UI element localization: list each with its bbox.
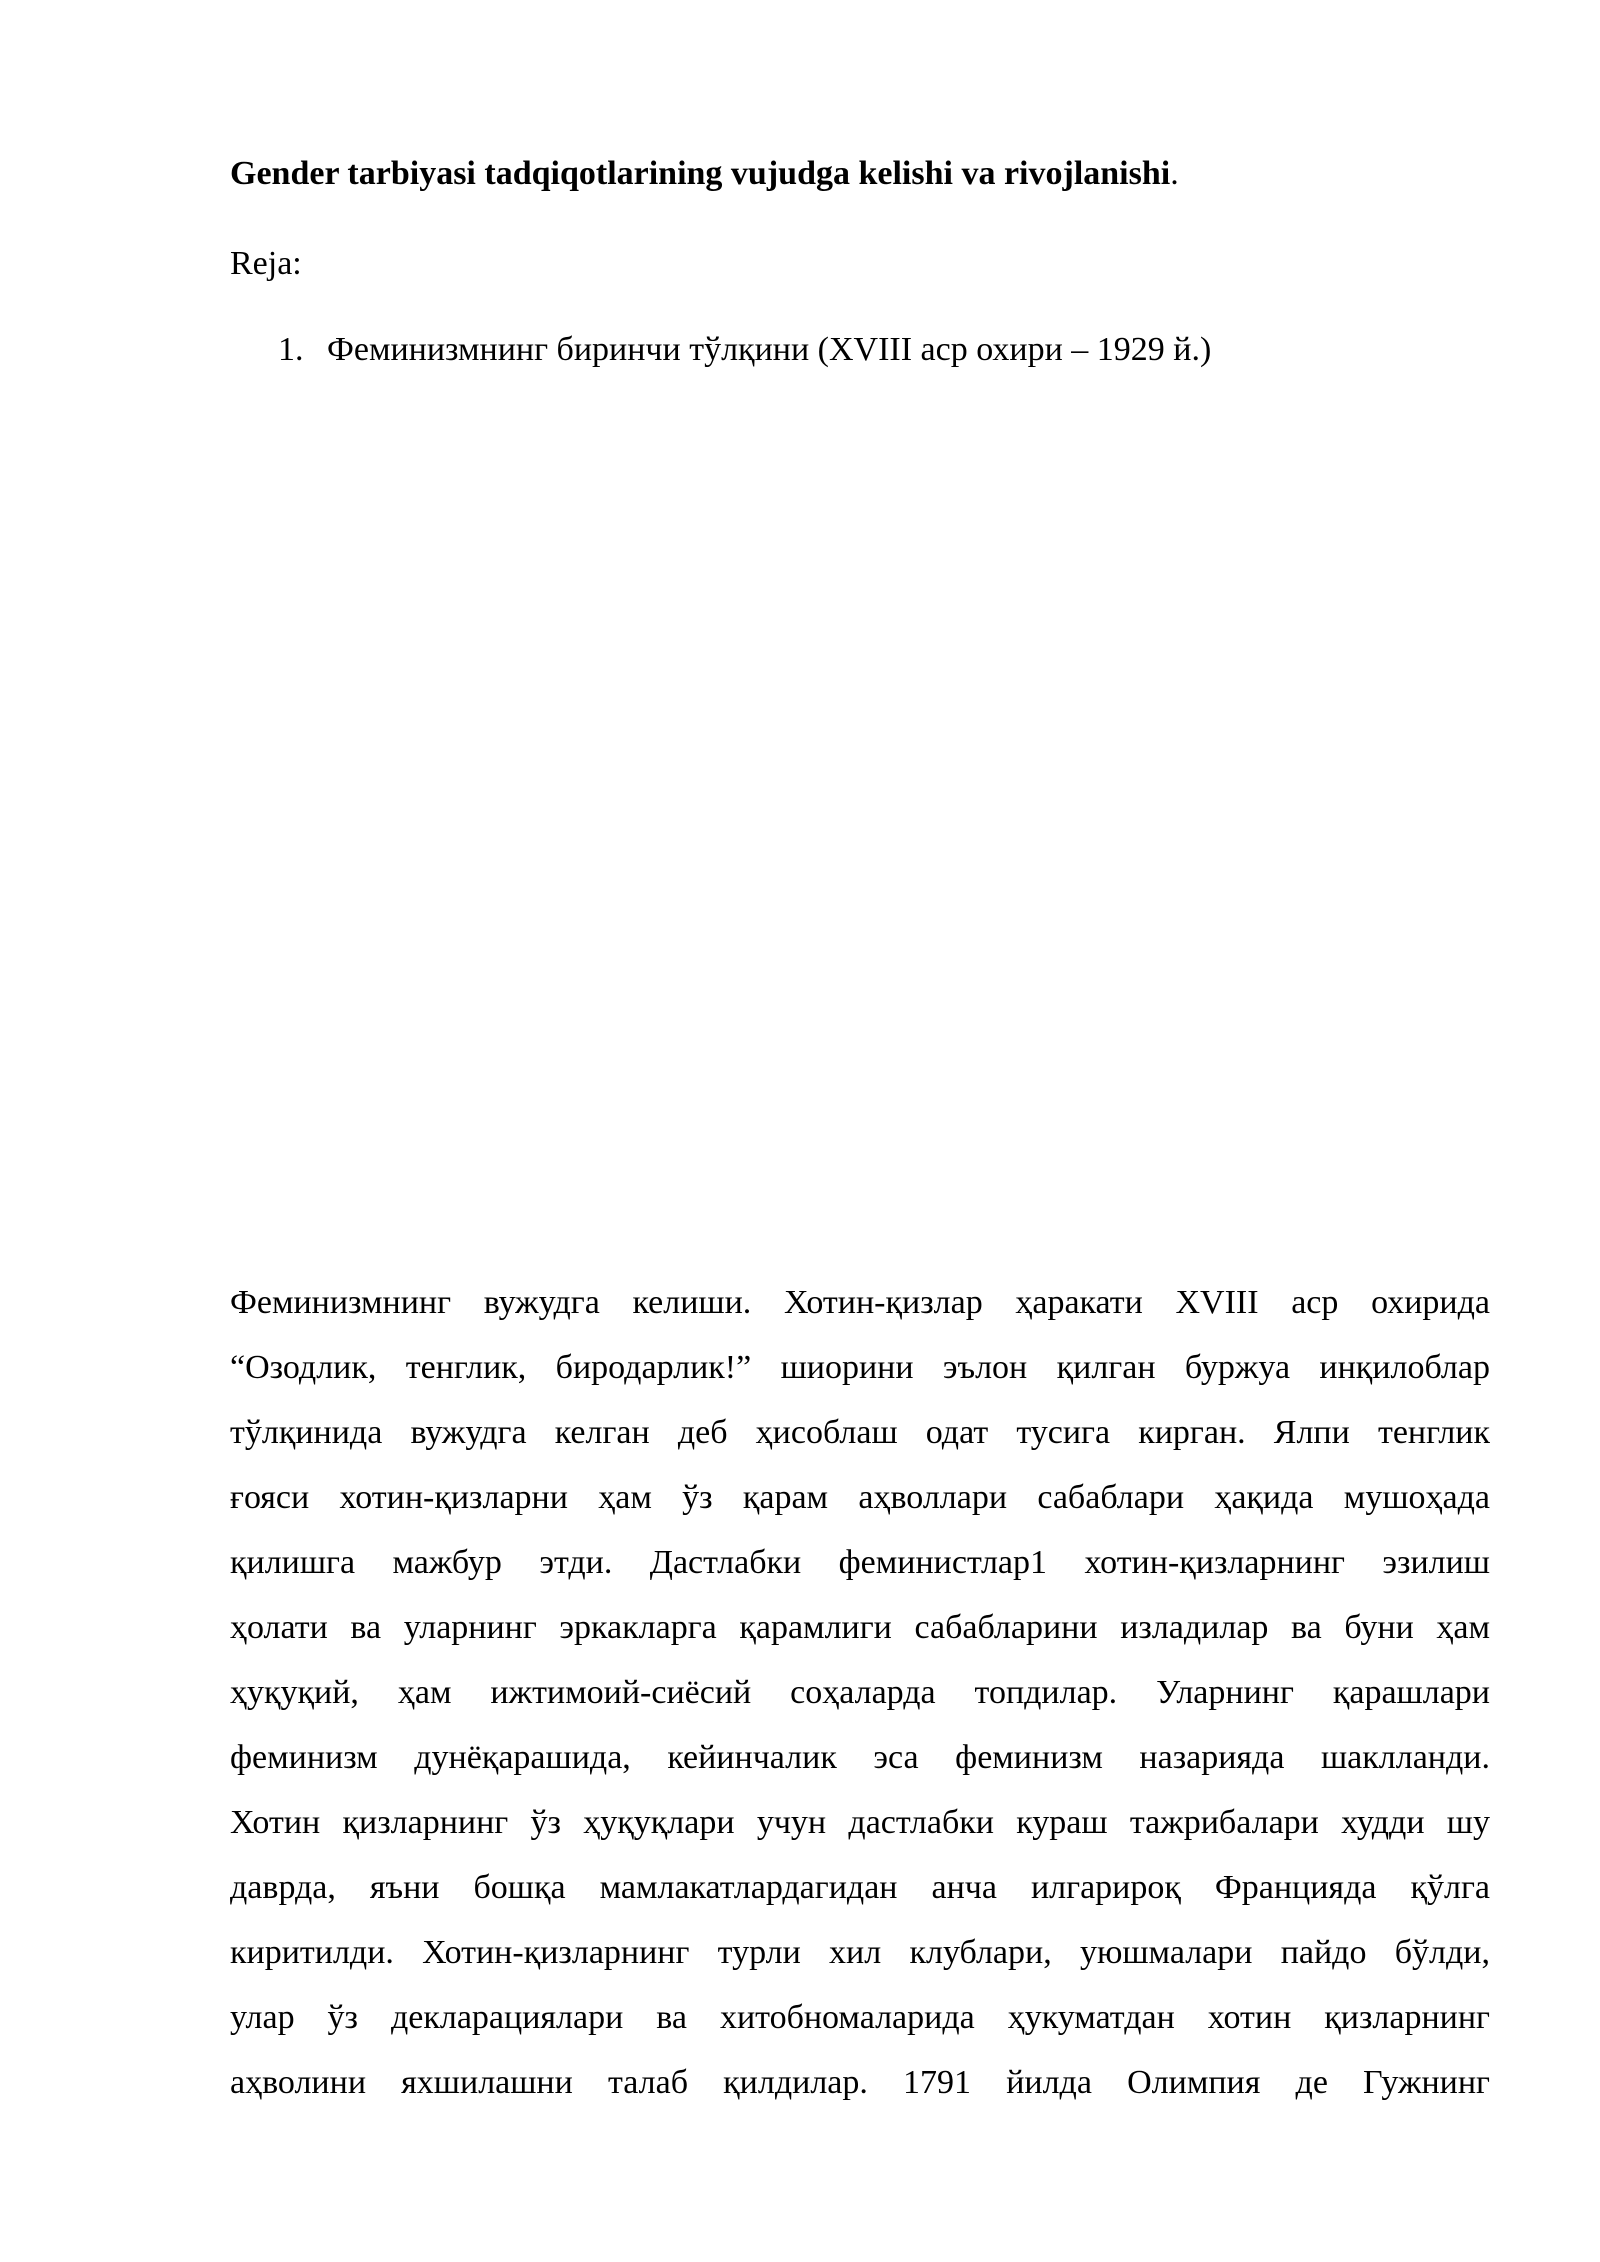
body-line-text: аҳволини яхшилашни талаб қилдилар. 1791 йилда Олимпия де Гужнинг <box>230 2064 1490 2101</box>
body-line <box>230 1863 1490 1928</box>
body-line-text: киритилди. Хотин-қизларнинг турли хил клублари, уюшмалари пайдо бўлди, <box>230 1934 1490 1971</box>
plan-item-text: Феминизмнинг биринчи тўлқини (XVIII аср охири – 1929 й.) <box>327 331 1212 368</box>
document-title-period: . <box>1170 155 1179 192</box>
body-line-text: Хотин қизларнинг ўз ҳуқуқлари учун дастлабки кураш тажрибалари худди шу <box>230 1804 1490 1841</box>
body-line-text: ғояси хотин-қизларни ҳам ўз қарам аҳволлари сабаблари ҳақида мушоҳада <box>230 1479 1490 1516</box>
body-line-text: Феминизмнинг вужудга келиши. Хотин-қизлар ҳаракати XVIII аср охирида <box>230 1284 1490 1321</box>
body-line <box>230 1668 1490 1733</box>
plan-label: Reja: <box>230 245 302 282</box>
body-line-text: улар ўз декларациялари ва хитобномаларида ҳукуматдан хотин қизларнинг <box>230 1999 1490 2036</box>
body-line <box>230 1278 1490 1343</box>
body-line-text: ҳуқуқий, ҳам ижтимоий-сиёсий соҳаларда топдилар. Уларнинг қарашлари <box>230 1674 1490 1711</box>
body-line-text: феминизм дунёқарашида, кейинчалик эса феминизм назарияда шаклланди. <box>230 1739 1490 1776</box>
body-line <box>230 2058 1490 2123</box>
body-line-text: тўлқинида вужудга келган деб ҳисоблаш одат тусига кирган. Ялпи тенглик <box>230 1414 1490 1451</box>
body-line-text: ҳолати ва уларнинг эркакларга қарамлиги сабабларини изладилар ва буни ҳам <box>230 1609 1490 1646</box>
body-line <box>230 1603 1490 1668</box>
body-line <box>230 1798 1490 1863</box>
body-line <box>230 1408 1490 1473</box>
body-line <box>230 1343 1490 1408</box>
body-line-text: қилишга мажбур этди. Дастлабки феминистлар1 хотин-қизларнинг эзилиш <box>230 1544 1490 1581</box>
body-line <box>230 1538 1490 1603</box>
body-line <box>230 1733 1490 1798</box>
body-line <box>230 1473 1490 1538</box>
body-line-text: “Озодлик, тенглик, биродарлик!” шиорини эълон қилган буржуа инқилоблар <box>230 1349 1490 1386</box>
plan-item-number: 1. <box>278 331 304 368</box>
body-line <box>230 1993 1490 2058</box>
body-line <box>230 1928 1490 1993</box>
document-title-bold: Gender tarbiyasi tadqiqotlarining vujudga kelishi va rivojlanishi <box>230 155 1171 192</box>
body-paragraph <box>230 1278 1490 2123</box>
body-line-text: даврда, яъни бошқа мамлакатлардагидан анча илгарироқ Францияда қўлга <box>230 1869 1490 1906</box>
document-title <box>230 152 1179 196</box>
plan-list-item <box>278 328 1211 372</box>
